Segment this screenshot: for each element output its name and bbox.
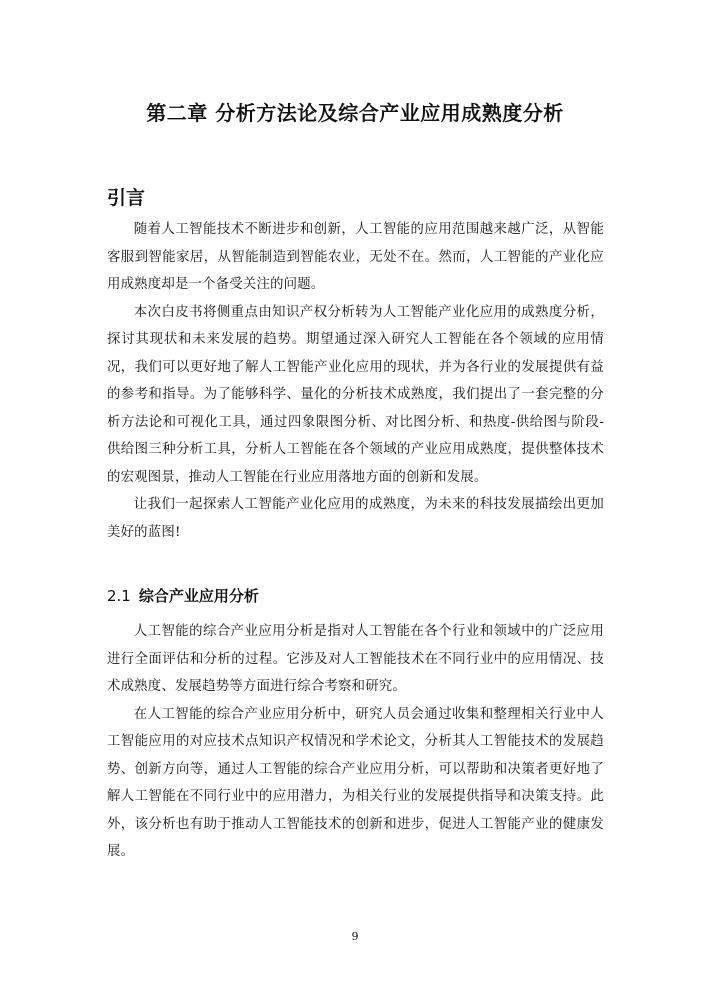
section-heading-intro: 引言 xyxy=(107,187,146,209)
intro-paragraph: 本次白皮书将侧重点由知识产权分析转为人工智能产业化应用的成熟度分析，探讨其现状和未来发展的趋势。期望通过深入研究人工智能在各个领域的应用情况，我们可以更好地了解人工智能产业化应用的现状，并为各行业的发展提供有益的参考和指导。为了能够科学、量化的分析技术成熟度，我们提出了一套完整的分析方法论和可视化工具，通过四象限图分析、对比图分析、和热度-供给图与阶段-供给图三种分析工具，分析人工智能在各个领域的产业应用成熟度，提供整体技术的宏观图景，推动人工智能在行业应用落地方面的创新和发展。 xyxy=(107,304,604,485)
section-2-1-body xyxy=(107,618,604,866)
subsection-number: 2.1 xyxy=(107,587,131,605)
intro-paragraph: 让我们一起探索人工智能产业化应用的成熟度，为未来的科技发展描绘出更加美好的蓝图! xyxy=(107,497,604,540)
subsection-title: 综合产业应用分析 xyxy=(138,587,259,605)
section-paragraph: 人工智能的综合产业应用分析是指对人工智能在各个行业和领域中的广泛应用进行全面评估和分析的过程。它涉及对人工智能技术在不同行业中的应用情况、技术成熟度、发展趋势等方面进行综合考察和研究。 xyxy=(107,624,604,694)
page-number: 9 xyxy=(351,930,359,943)
chapter-title: 第二章 分析方法论及综合产业应用成熟度分析 xyxy=(146,101,564,125)
section-paragraph: 在人工智能的综合产业应用分析中，研究人员会通过收集和整理相关行业中人工智能应用的对应技术点知识产权情况和学术论文，分析其人工智能技术的发展趋势、创新方向等，通过人工智能的综合产业应用分析，可以帮助和决策者更好地了解人工智能在不同行业中的应用潜力，为相关行业的发展提供指导和决策支持。此外，该分析也有助于推动人工智能技术的创新和进步，促进人工智能产业的健康发展。 xyxy=(107,706,604,859)
intro-body xyxy=(107,216,604,546)
subsection-heading-2-1 xyxy=(107,584,259,608)
intro-paragraph: 随着人工智能技术不断进步和创新，人工智能的应用范围越来越广泛，从智能客服到智能家居，从智能制造到智能农业，无处不在。然而，人工智能的产业化应用成熟度却是一个备受关注的问题。 xyxy=(107,222,604,292)
